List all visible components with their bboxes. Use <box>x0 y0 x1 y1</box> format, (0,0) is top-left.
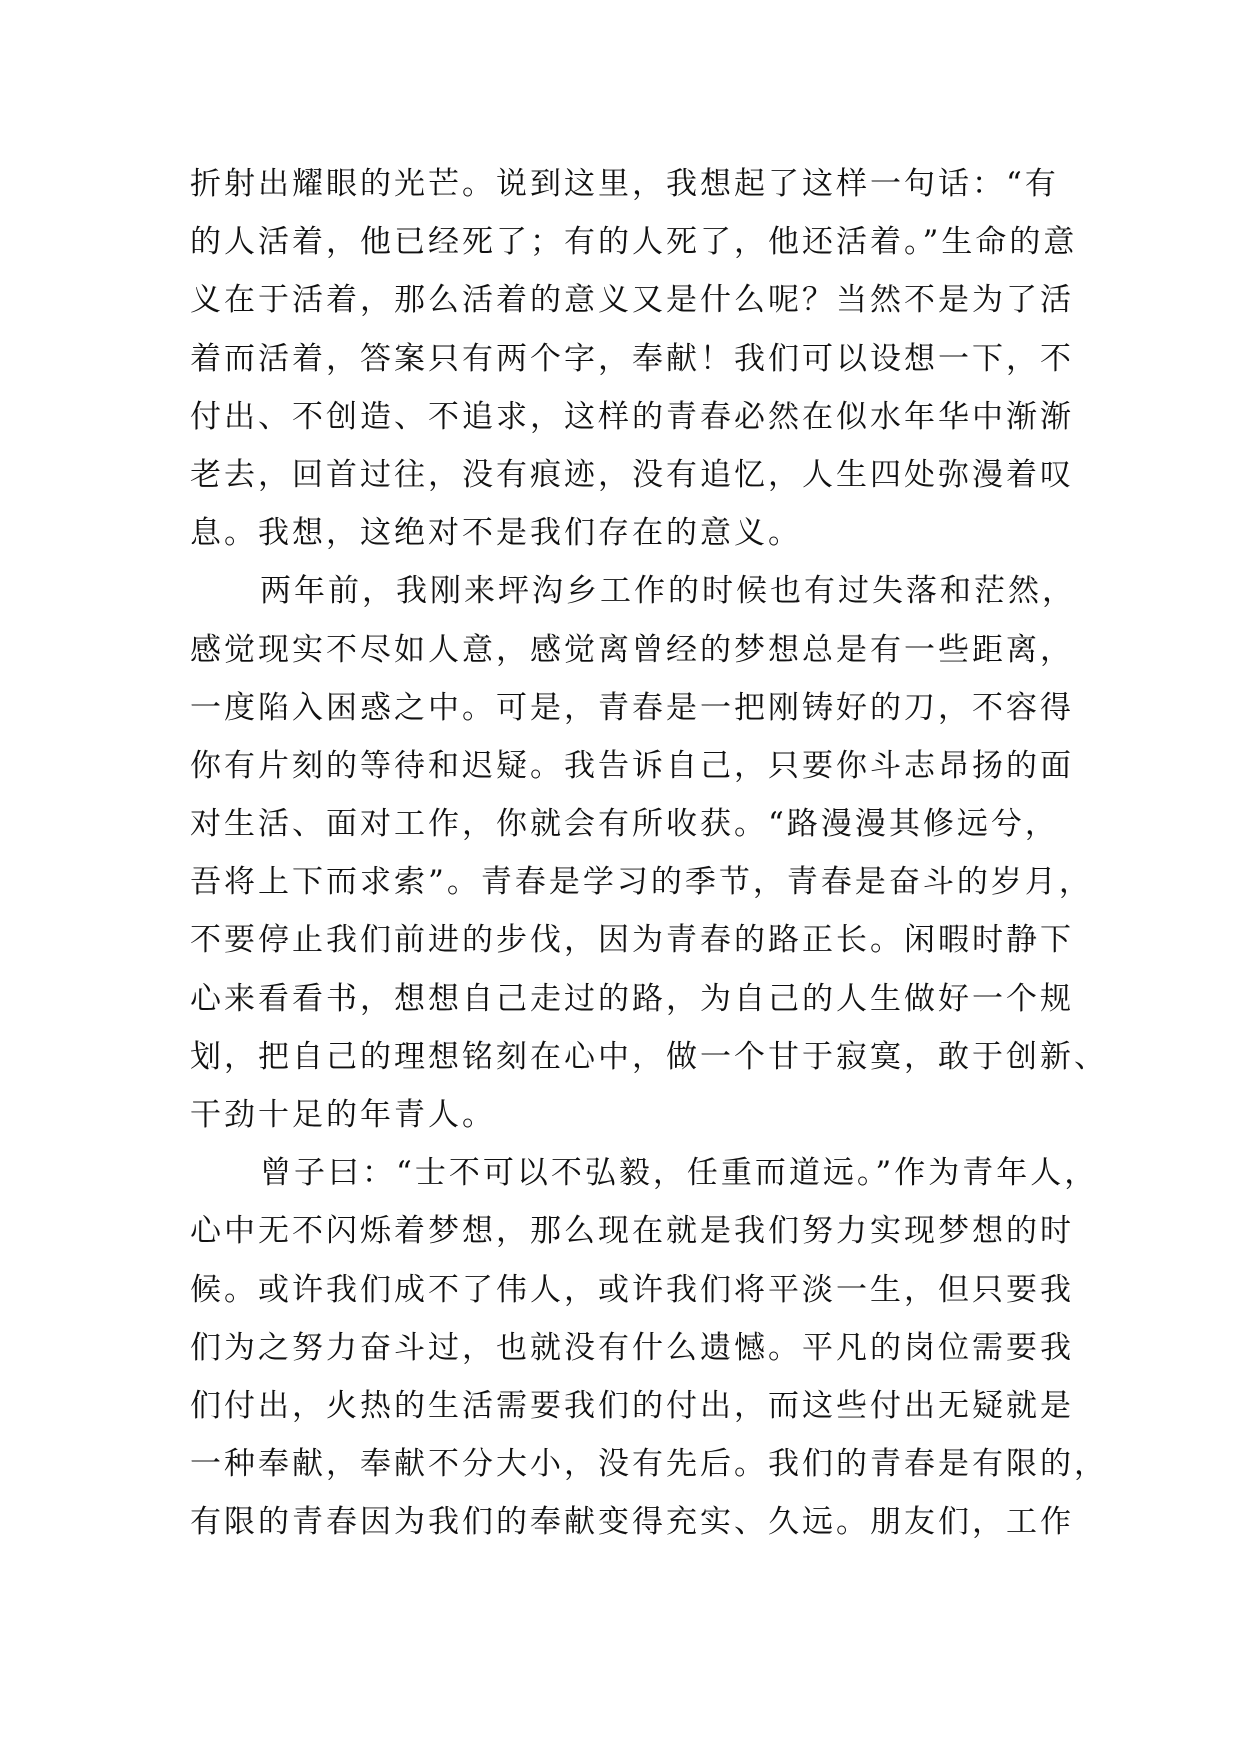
text-line: 心中无不闪烁着梦想，那么现在就是我们努力实现梦想的时 <box>190 1213 1074 1250</box>
text-line: 们为之努力奋斗过，也就没有什么遗憾。平凡的岗位需要我 <box>190 1329 1074 1366</box>
body-text <box>190 155 1108 1552</box>
text-line: 付出、不创造、不追求，这样的青春必然在似水年华中渐渐 <box>190 398 1074 435</box>
text-line: 干劲十足的年青人。 <box>190 1097 496 1133</box>
text-line: 的人活着，他已经死了；有的人死了，他还活着。”生命的意 <box>190 224 1078 261</box>
text-line: 老去，回首过往，没有痕迹，没有追忆，人生四处弥漫着叹 <box>190 456 1074 493</box>
text-line: 感觉现实不尽如人意，感觉离曾经的梦想总是有一些距离， <box>190 631 1074 668</box>
text-line: 不要停止我们前进的步伐，因为青春的路正长。闲暇时静下 <box>190 922 1074 959</box>
text-line: 折射出耀眼的光芒。说到这里，我想起了这样一句话：“有 <box>190 166 1059 202</box>
text-line: 心来看看书，想想自己走过的路，为自己的人生做好一个规 <box>190 980 1074 1017</box>
paragraph-start-line: 两年前，我刚来坪沟乡工作的时候也有过失落和茫然， <box>260 573 1076 610</box>
text-line: 义在于活着，那么活着的意义又是什么呢？当然不是为了活 <box>190 282 1074 319</box>
text-line: 吾将上下而求索”。青春是学习的季节，青春是奋斗的岁月， <box>190 864 1093 901</box>
text-line: 你有片刻的等待和迟疑。我告诉自己，只要你斗志昂扬的面 <box>190 747 1074 784</box>
text-line: 对生活、面对工作，你就会有所收获。“路漫漫其修远兮， <box>190 806 1059 843</box>
text-line: 一种奉献，奉献不分大小，没有先后。我们的青春是有限的， <box>190 1446 1108 1483</box>
text-line: 一度陷入困惑之中。可是，青春是一把刚铸好的刀，不容得 <box>190 689 1074 726</box>
paragraph-start-line: 曾子曰：“士不可以不弘毅，任重而道远。”作为青年人， <box>260 1155 1099 1192</box>
text-line: 着而活着，答案只有两个字，奉献！我们可以设想一下，不 <box>190 340 1074 377</box>
text-line: 候。或许我们成不了伟人，或许我们将平淡一生，但只要我 <box>190 1271 1074 1308</box>
text-line: 们付出，火热的生活需要我们的付出，而这些付出无疑就是 <box>190 1387 1074 1424</box>
text-line: 有限的青春因为我们的奉献变得充实、久远。朋友们，工作 <box>190 1504 1074 1541</box>
text-line: 息。我想，这绝对不是我们存在的意义。 <box>190 515 802 552</box>
text-line: 划，把自己的理想铭刻在心中，做一个甘于寂寞，敢于创新、 <box>190 1038 1108 1075</box>
